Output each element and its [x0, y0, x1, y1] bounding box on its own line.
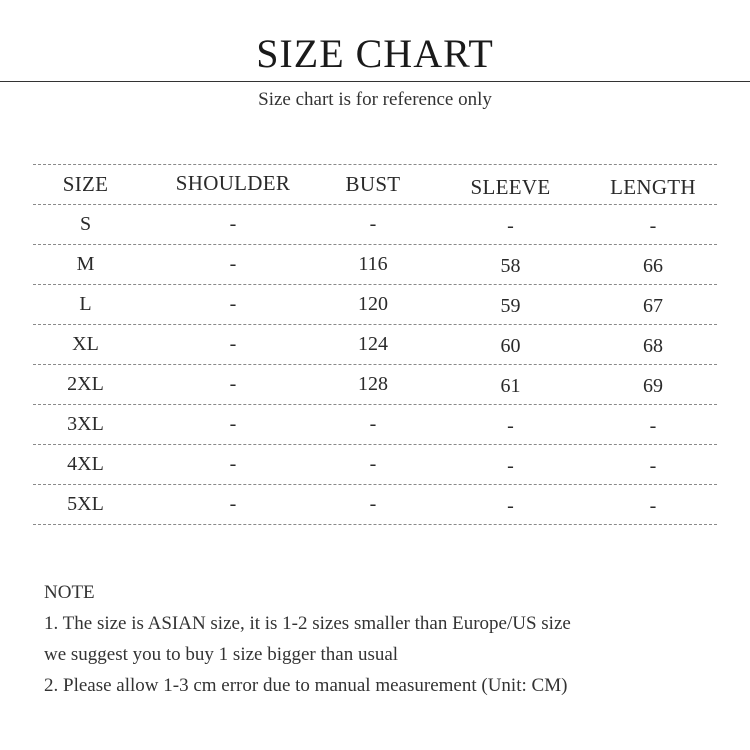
cell-shoulder: -: [229, 413, 237, 435]
cell-length: -: [649, 415, 657, 437]
table-row: [33, 205, 717, 244]
header-shoulder: SHOULDER: [175, 171, 291, 195]
cell-size: 3XL: [67, 413, 104, 435]
cell-size: M: [76, 253, 95, 275]
cell-bust: -: [369, 453, 377, 475]
cell-size: 5XL: [67, 493, 104, 515]
cell-length: 69: [643, 375, 663, 397]
note-line: 2. Please allow 1-3 cm error due to manual measurement (Unit: CM): [44, 675, 568, 696]
cell-sleeve: 61: [500, 375, 521, 397]
cell-bust: 128: [358, 373, 388, 395]
title-divider: [0, 81, 750, 82]
cell-shoulder: -: [229, 373, 237, 395]
header-sleeve: SLEEVE: [470, 175, 551, 199]
cell-shoulder: -: [229, 253, 237, 275]
cell-sleeve: 58: [500, 255, 521, 277]
cell-length: 67: [643, 295, 663, 317]
table-row: [33, 365, 717, 404]
cell-sleeve: 60: [500, 335, 521, 357]
cell-length: -: [649, 215, 657, 237]
cell-length: 66: [643, 255, 663, 277]
cell-sleeve: 59: [500, 295, 521, 317]
cell-shoulder: -: [229, 453, 237, 475]
table-row: [33, 285, 717, 324]
cell-sleeve: -: [507, 455, 514, 477]
cell-size: 2XL: [67, 373, 104, 395]
page-subtitle: Size chart is for reference only: [258, 89, 492, 110]
cell-size: L: [79, 293, 92, 315]
cell-length: -: [649, 495, 657, 517]
cell-shoulder: -: [229, 493, 237, 515]
note-line: 1. The size is ASIAN size, it is 1-2 sizes smaller than Europe/US size: [44, 613, 571, 634]
header-length: LENGTH: [610, 175, 696, 199]
cell-sleeve: -: [507, 415, 514, 437]
cell-length: -: [649, 455, 657, 477]
header-bust: BUST: [345, 172, 401, 196]
cell-bust: 116: [358, 253, 388, 275]
notes-heading: NOTE: [44, 582, 95, 603]
table-row: [33, 405, 717, 444]
cell-shoulder: -: [229, 293, 237, 315]
cell-shoulder: -: [229, 213, 237, 235]
table-row: [33, 325, 717, 364]
size-table: [33, 164, 717, 525]
table-row: [33, 485, 717, 524]
cell-size: S: [79, 213, 92, 235]
cell-length: 68: [643, 335, 663, 357]
note-line: we suggest you to buy 1 size bigger than usual: [44, 644, 399, 665]
cell-sleeve: -: [507, 495, 514, 517]
table-header-row: [33, 165, 717, 204]
cell-sleeve: -: [507, 215, 514, 237]
cell-bust: -: [369, 413, 377, 435]
page-title: SIZE CHART: [256, 31, 494, 76]
notes-section: [44, 580, 724, 704]
cell-bust: -: [369, 213, 377, 235]
cell-bust: 120: [358, 293, 388, 315]
table-row: [33, 445, 717, 484]
cell-bust: -: [369, 493, 377, 515]
table-row: [33, 245, 717, 284]
cell-size: XL: [72, 333, 99, 355]
header-size: SIZE: [62, 172, 109, 196]
cell-shoulder: -: [229, 333, 237, 355]
cell-bust: 124: [358, 333, 388, 355]
cell-size: 4XL: [67, 453, 104, 475]
